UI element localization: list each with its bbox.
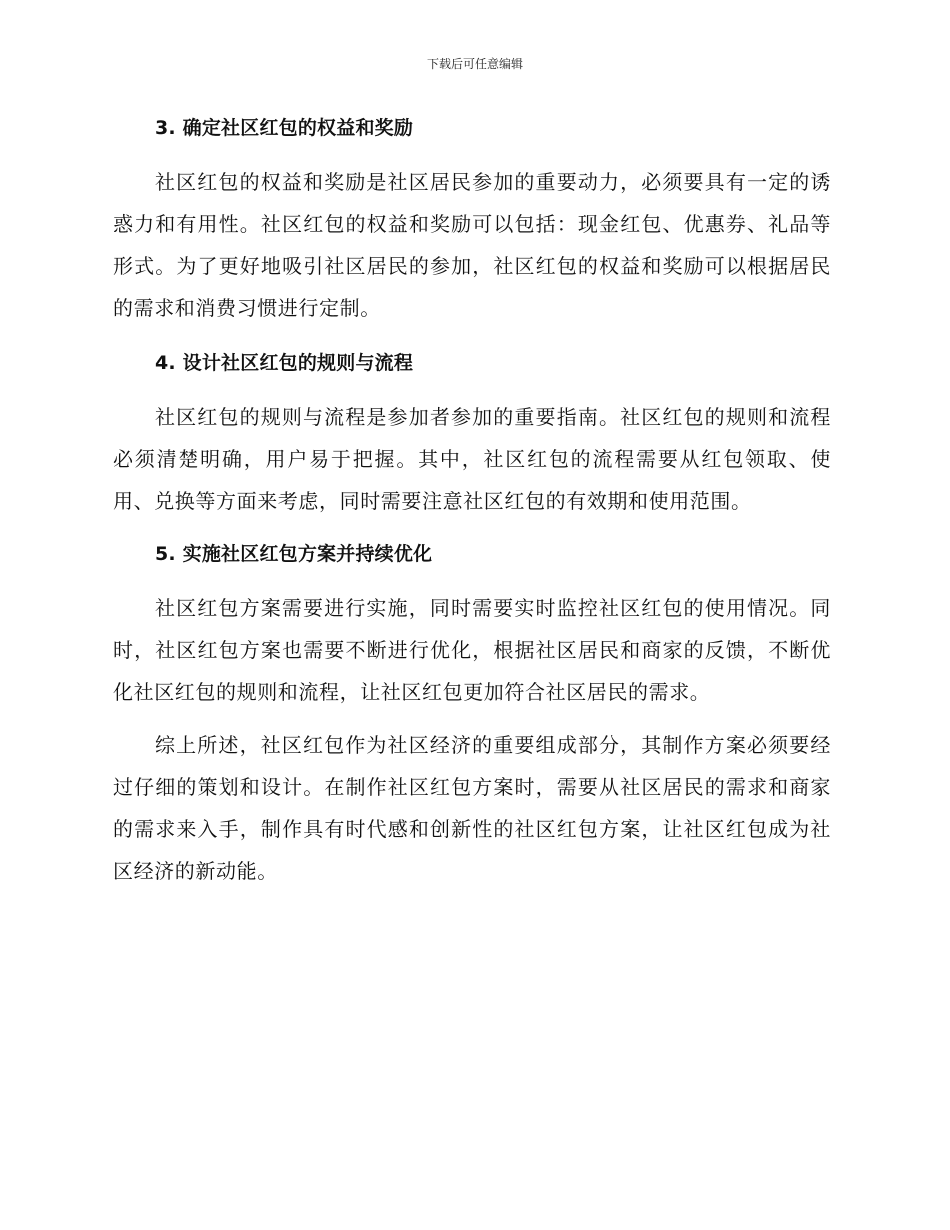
document-body	[113, 108, 831, 892]
section-heading-5: 5. 实施社区红包方案并持续优化	[155, 543, 433, 565]
conclusion-paragraph: 综上所述，社区红包作为社区经济的重要组成部分，其制作方案必须要经过仔细的策划和设计。在制作社区红包方案时，需要从社区居民的需求和商家的需求来入手，制作具有时代感和创新性的社区红包方案，让社区红包成为社区经济的新动能。	[113, 733, 831, 883]
section-paragraph-3: 社区红包的权益和奖励是社区居民参加的重要动力，必须要具有一定的诱惑力和有用性。社区红包的权益和奖励可以包括：现金红包、优惠券、礼品等形式。为了更好地吸引社区居民的参加，社区红包的权益和奖励可以根据居民的需求和消费习惯进行定制。	[113, 170, 831, 320]
section-paragraph-4: 社区红包的规则与流程是参加者参加的重要指南。社区红包的规则和流程必须清楚明确，用户易于把握。其中，社区红包的流程需要从红包领取、使用、兑换等方面来考虑，同时需要注意社区红包的有效期和使用范围。	[113, 405, 831, 513]
section-heading-4: 4. 设计社区红包的规则与流程	[155, 352, 414, 374]
section-paragraph-5: 社区红包方案需要进行实施，同时需要实时监控社区红包的使用情况。同时，社区红包方案也需要不断进行优化，根据社区居民和商家的反馈，不断优化社区红包的规则和流程，让社区红包更加符合社区居民的需求。	[113, 596, 831, 704]
header-note: 下载后可任意编辑	[426, 57, 523, 71]
section-heading-3: 3. 确定社区红包的权益和奖励	[155, 117, 414, 139]
